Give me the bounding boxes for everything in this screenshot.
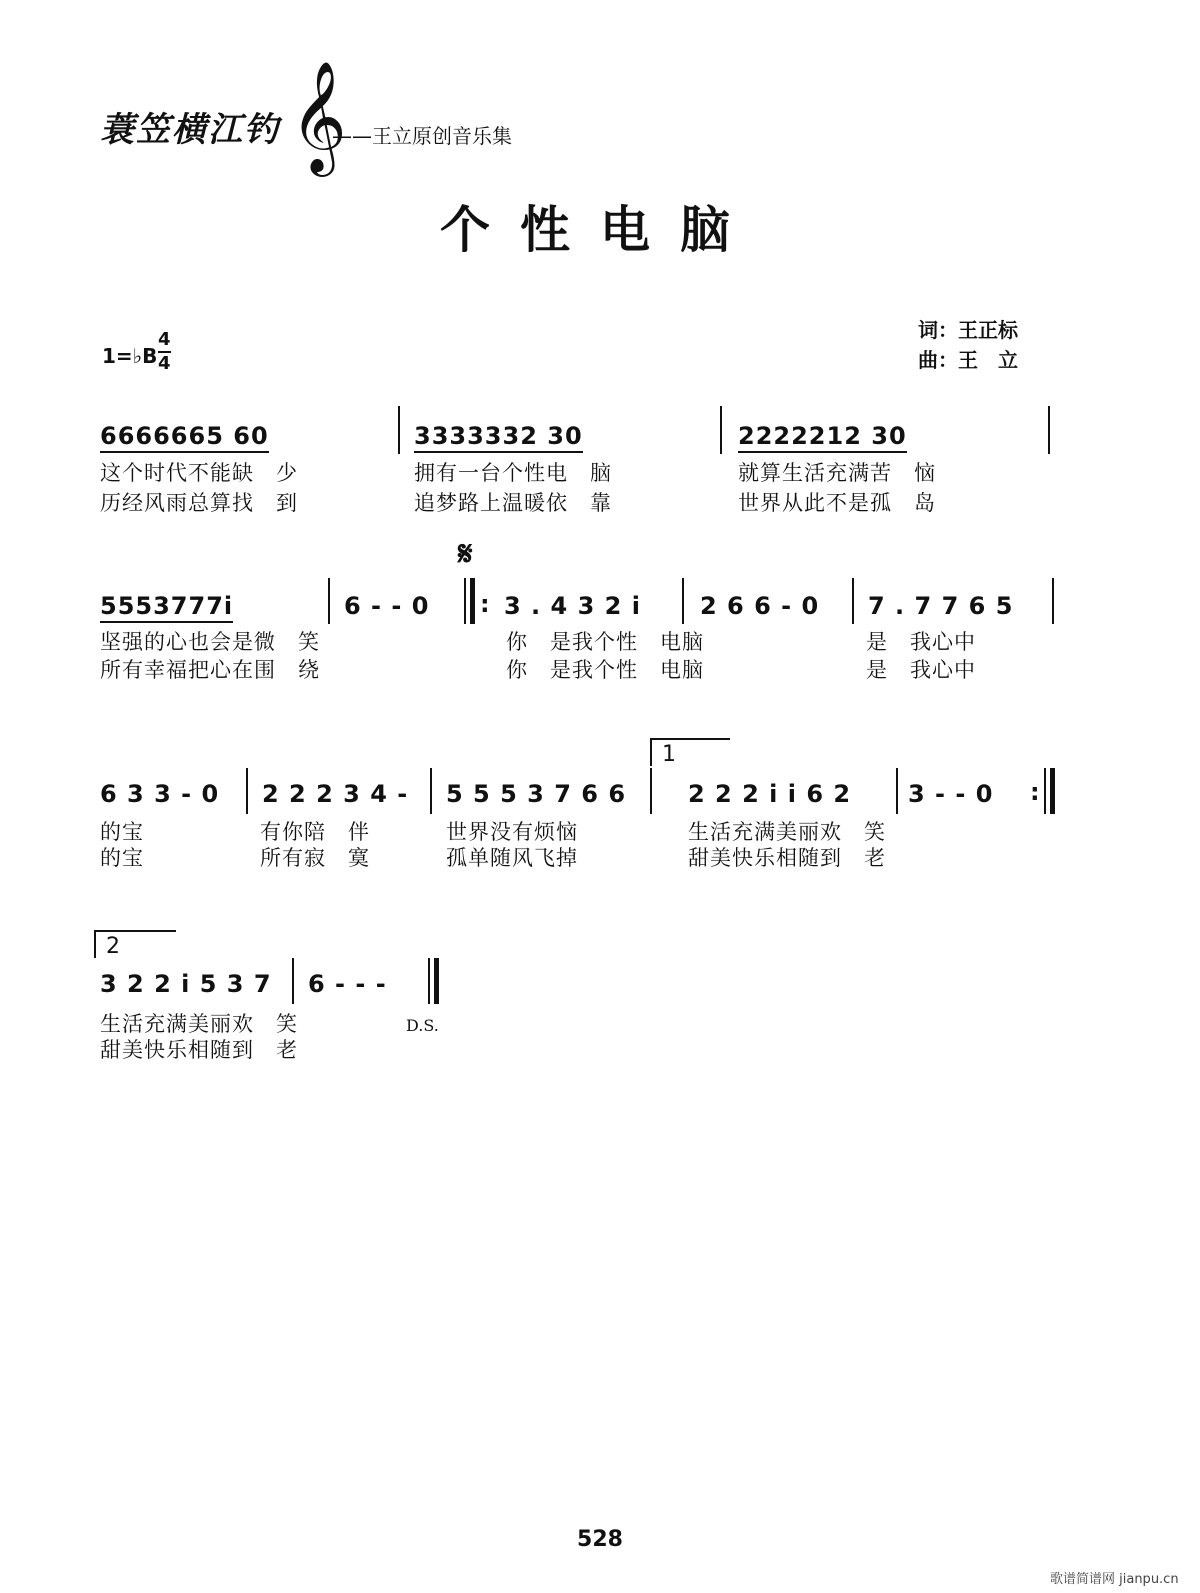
measure: 5 5 5 3 7 6 6	[446, 780, 627, 808]
song-title: 个性电脑	[440, 200, 760, 259]
lyric: 这个时代不能缺 少	[100, 461, 298, 485]
page-number: 528	[577, 1527, 623, 1552]
measure: 6 - - -	[308, 970, 387, 998]
watermark: 歌谱简谱网 jianpu.cn	[1050, 1572, 1179, 1587]
measure: 6666665 60	[100, 422, 269, 450]
composer-credit: 曲：王 立	[918, 348, 1018, 372]
lyric: 的宝	[100, 820, 144, 844]
lyric: 孤单随风飞掉	[446, 846, 578, 870]
measure: 7 . 7 7 6 5	[868, 592, 1014, 620]
key-signature: 1=♭B	[102, 344, 158, 368]
first-ending-bracket	[650, 738, 730, 766]
lyric: 的宝	[100, 846, 144, 870]
measure: 5553777i	[100, 592, 233, 620]
lyric: 所有幸福把心在围 绕	[100, 658, 320, 682]
volta-number: 2	[106, 934, 120, 959]
barline	[328, 578, 330, 624]
lyric: 所有寂 寞	[260, 846, 370, 870]
lyric: 有你陪 伴	[260, 820, 370, 844]
barline	[246, 768, 248, 814]
measure: 2 2 2 i i 6 2	[688, 780, 852, 808]
measure: 3 . 4 3 2 i	[504, 592, 641, 620]
measure: 6 3 3 - 0	[100, 780, 220, 808]
dal-segno-mark: D.S.	[406, 1016, 439, 1035]
lyric: 是 我心中	[866, 658, 976, 682]
barline	[720, 406, 722, 454]
measure: 3 - - 0	[908, 780, 994, 808]
measure: 3 2 2 i 5 3 7	[100, 970, 272, 998]
barline	[464, 578, 466, 624]
lyric: 拥有一台个性电 脑	[414, 461, 612, 485]
measure: 2 2 2 3 4 -	[262, 780, 409, 808]
lyric: 生活充满美丽欢 笑	[688, 820, 886, 844]
final-barline	[434, 958, 439, 1004]
lyric: 世界没有烦恼	[446, 820, 578, 844]
barline	[430, 768, 432, 814]
lyric: 历经风雨总算找 到	[100, 491, 298, 515]
lyric: 你 是我个性 电脑	[506, 658, 704, 682]
time-signature-bottom: 4	[158, 353, 171, 374]
treble-clef-icon: 𝄞	[290, 60, 347, 172]
second-ending-bracket	[94, 930, 176, 958]
lyric: 你 是我个性 电脑	[506, 630, 704, 654]
time-signature-top: 4	[158, 329, 171, 350]
measure: 3333332 30	[414, 422, 583, 450]
lyric: 就算生活充满苦 恼	[738, 461, 936, 485]
series-title: 蓑笠横江钓	[100, 110, 280, 150]
lyric: 追梦路上温暖依 靠	[414, 491, 612, 515]
series-subtitle: ——王立原创音乐集	[332, 124, 512, 148]
barline	[1048, 406, 1050, 454]
repeat-dots-icon: :	[1030, 778, 1041, 806]
lyric: 甜美快乐相随到 老	[100, 1038, 298, 1062]
lyric: 世界从此不是孤 岛	[738, 491, 936, 515]
barline	[1044, 768, 1046, 814]
lyric: 是 我心中	[866, 630, 976, 654]
measure: 6 - - 0	[344, 592, 430, 620]
time-signature	[158, 330, 171, 374]
barline	[852, 578, 854, 624]
barline	[398, 406, 400, 454]
measure: 2222212 30	[738, 422, 907, 450]
barline	[292, 958, 294, 1004]
repeat-dots-icon: :	[480, 590, 491, 618]
barline	[650, 768, 652, 814]
measure: 2 6 6 - 0	[700, 592, 820, 620]
volta-number: 1	[662, 742, 676, 767]
lyric: 甜美快乐相随到 老	[688, 846, 886, 870]
barline	[428, 958, 430, 1004]
lyric: 生活充满美丽欢 笑	[100, 1012, 298, 1036]
lyric: 坚强的心也会是微 笑	[100, 630, 320, 654]
barline	[682, 578, 684, 624]
repeat-end-barline	[1050, 768, 1055, 814]
segno-icon: 𝄋	[458, 534, 473, 574]
barline	[1052, 578, 1054, 624]
barline	[896, 768, 898, 814]
lyricist-credit: 词：王正标	[918, 318, 1018, 342]
repeat-start-barline	[470, 578, 475, 624]
